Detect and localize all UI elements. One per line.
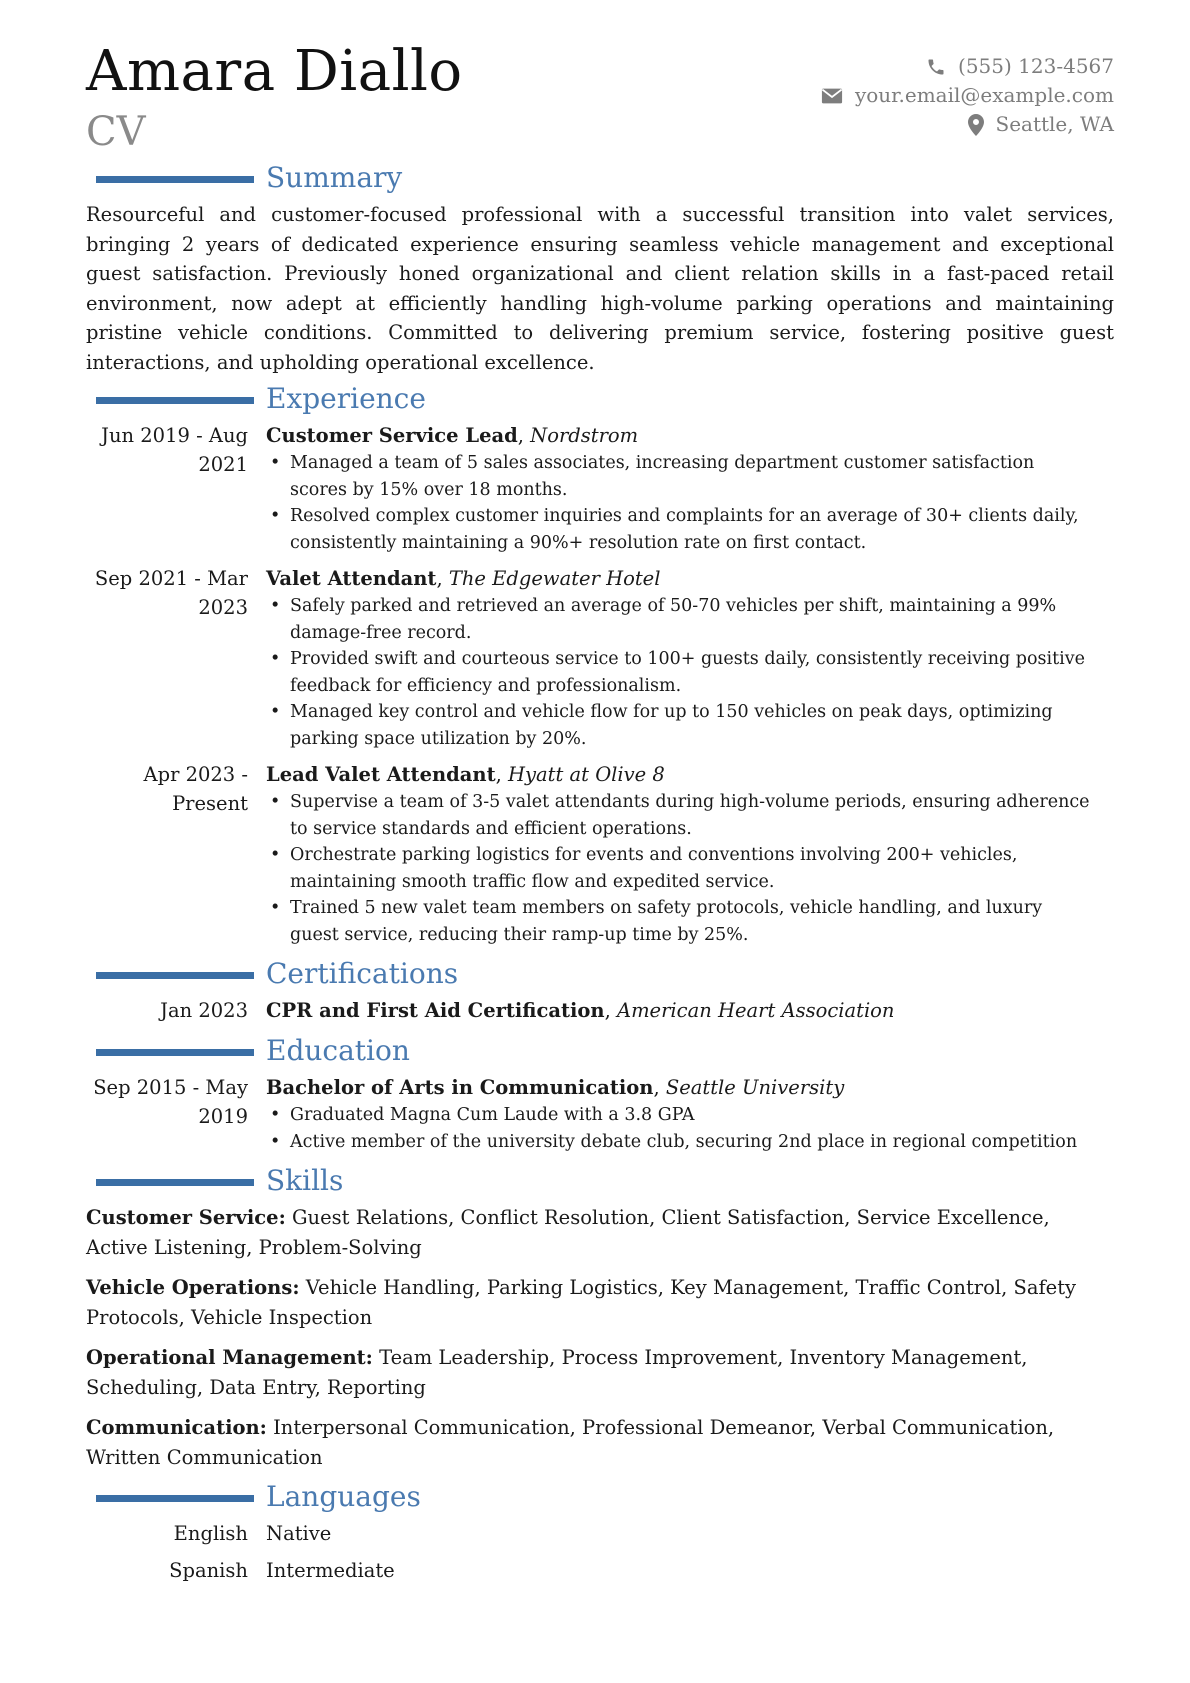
entry-org: The Edgewater Hotel: [448, 567, 661, 590]
experience-entry: [86, 564, 1114, 752]
entry-date: Sep 2015 - May 2019: [93, 1076, 248, 1128]
language-entry: [86, 1556, 1114, 1585]
entry-date: Jun 2019 - Aug 2021: [101, 424, 248, 476]
section-experience-header: [86, 381, 1114, 421]
experience-entry: [86, 421, 1114, 556]
candidate-name: Amara Diallo: [86, 39, 463, 104]
header: [86, 0, 1114, 160]
contact-email: [821, 81, 1114, 110]
section-title: Languages: [266, 1480, 421, 1513]
certification-name: CPR and First Aid Certification: [266, 999, 605, 1022]
section-bar: [96, 176, 254, 183]
skill-label: Customer Service:: [86, 1206, 286, 1229]
experience-entry: [86, 760, 1114, 948]
section-title: Summary: [266, 161, 403, 194]
language-name: English: [173, 1522, 248, 1545]
skill-value: Vehicle Handling, Parking Logistics, Key Management, Traffic Control, Safety Protocols, Vehicle Inspection: [86, 1276, 1077, 1329]
entry-org: Hyatt at Olive 8: [508, 763, 665, 786]
skill-value: Guest Relations, Conflict Resolution, Client Satisfaction, Service Excellence, Active Listening, Problem-Solving: [86, 1206, 1050, 1259]
section-languages-header: [86, 1479, 1114, 1519]
section-bar: [96, 972, 254, 979]
section-bar: [96, 1049, 254, 1056]
bullet-item: • Managed key control and vehicle flow for up to 150 vehicles on peak days, optimizing parking space utilization by 20%.: [266, 699, 1114, 752]
skill-group: [86, 1273, 1114, 1332]
bullet-item: • Supervise a team of 3-5 valet attendants during high-volume periods, ensuring adherence to service standards and efficient operations.: [266, 789, 1114, 842]
map-pin-icon: [968, 114, 984, 136]
section-title: Certifications: [266, 957, 459, 990]
certification-org: American Heart Association: [616, 999, 895, 1022]
entry-body: Lead Valet Attendant, Hyatt at Olive 8 • Supervise a team of 3-5 valet attendants during high-volume periods, ensuring adherence to service standards and efficient operations. • Orchestrate parking logistics for events and conventions involving 200+ vehicles, maintaining smooth traffic flow and expedited service. • Trained 5 new valet team members on safety protocols, vehicle handling, and luxury guest service, reducing their ramp-up time by 25%.: [266, 760, 1114, 948]
bullet-item: • Resolved complex customer inquiries and complaints for an average of 30+ clients daily, consistently maintaining a 90%+ resolution rate on first contact.: [266, 503, 1114, 556]
language-entry: [86, 1519, 1114, 1548]
skill-value: Interpersonal Communication, Professional Demeanor, Verbal Communication, Written Communication: [86, 1416, 1055, 1469]
location-text: Seattle, WA: [995, 112, 1114, 136]
envelope-icon: [821, 87, 843, 105]
entry-bullets: [266, 1102, 1114, 1155]
entry-org: Nordstrom: [530, 424, 639, 447]
section-bar: [96, 1179, 254, 1186]
bullet-item: • Provided swift and courteous service to 100+ guests daily, consistently receiving positive feedback for efficiency and professionalism.: [266, 646, 1114, 699]
certification-entry: [86, 996, 1114, 1025]
entry-bullets: [266, 450, 1114, 556]
bullet-item: • Managed a team of 5 sales associates, increasing department customer satisfaction scores by 15% over 18 months.: [266, 450, 1114, 503]
skill-group: [86, 1203, 1114, 1262]
skill-group: [86, 1343, 1114, 1402]
section-bar: [96, 397, 254, 404]
entry-date: Jan 2023: [160, 999, 248, 1022]
summary-text: Resourceful and customer-focused professional with a successful transition into valet services, bringing 2 years of dedicated experience ensuring seamless vehicle management and exceptional guest satisfaction. Previously honed organizational and client relation skills in a fast-paced retail environment, now adept at efficiently handling high-volume parking operations and maintaining pristine vehicle conditions. Committed to delivering premium service, fostering positive guest interactions, and upholding operational excellence.: [86, 203, 1114, 374]
entry-bullets: [266, 789, 1114, 948]
phone-text[interactable]: (555) 123-4567: [958, 54, 1114, 78]
bullet-item: • Graduated Magna Cum Laude with a 3.8 GPA: [266, 1102, 1114, 1129]
section-title: Skills: [266, 1164, 344, 1197]
document-subtitle: CV: [86, 109, 146, 155]
entry-role: Lead Valet Attendant: [266, 763, 496, 786]
section-summary-header: [86, 160, 1114, 200]
entry-body: Customer Service Lead, Nordstrom • Managed a team of 5 sales associates, increasing department customer satisfaction scores by 15% over 18 months. • Resolved complex customer inquiries and complaints for an average of 30+ clients daily, consistently maintaining a 90%+ resolution rate on first contact.: [266, 421, 1114, 556]
skill-label: Communication:: [86, 1416, 267, 1439]
bullet-item: • Active member of the university debate club, securing 2nd place in regional competition: [266, 1129, 1114, 1156]
section-skills-header: [86, 1163, 1114, 1203]
entry-role: Customer Service Lead: [266, 424, 518, 447]
contact-location: [821, 110, 1114, 139]
entry-body: CPR and First Aid Certification, American Heart Association: [266, 999, 895, 1022]
bullet-item: • Trained 5 new valet team members on safety protocols, vehicle handling, and luxury guest service, reducing their ramp-up time by 25%.: [266, 895, 1114, 948]
skill-label: Operational Management:: [86, 1346, 373, 1369]
contact-block: [821, 52, 1114, 139]
contact-phone: [821, 52, 1114, 81]
language-level: Native: [266, 1522, 332, 1545]
language-level: Intermediate: [266, 1559, 395, 1582]
section-education-header: [86, 1033, 1114, 1073]
section-certifications-header: [86, 956, 1114, 996]
entry-body: Valet Attendant, The Edgewater Hotel • Safely parked and retrieved an average of 50-70 vehicles per shift, maintaining a 99% damage-free record. • Provided swift and courteous service to 100+ guests daily, consistently receiving positive feedback for efficiency and professionalism. • Managed key control and vehicle flow for up to 150 vehicles on peak days, optimizing parking space utilization by 20%.: [266, 564, 1114, 752]
entry-bullets: [266, 593, 1114, 752]
email-link[interactable]: your.email@example.com: [854, 83, 1114, 107]
entry-body: Bachelor of Arts in Communication, Seattle University • Graduated Magna Cum Laude with a 3.8 GPA • Active member of the university debate club, securing 2nd place in regional competition: [266, 1073, 1114, 1155]
entry-date: Apr 2023 - Present: [143, 763, 248, 815]
language-name: Spanish: [169, 1559, 248, 1582]
degree-name: Bachelor of Arts in Communication: [266, 1076, 654, 1099]
section-title: Experience: [266, 382, 426, 415]
section-bar: [96, 1495, 254, 1502]
skill-value: Team Leadership, Process Improvement, Inventory Management, Scheduling, Data Entry, Reporting: [86, 1346, 1028, 1399]
skill-group: [86, 1413, 1114, 1472]
school-name: Seattle University: [665, 1076, 845, 1099]
section-title: Education: [266, 1034, 410, 1067]
phone-icon: [926, 57, 946, 77]
bullet-item: • Orchestrate parking logistics for events and conventions involving 200+ vehicles, maintaining smooth traffic flow and expedited service.: [266, 842, 1114, 895]
cv-page: [86, 0, 1114, 1593]
entry-date: Sep 2021 - Mar 2023: [94, 567, 248, 619]
skill-label: Vehicle Operations:: [86, 1276, 300, 1299]
bullet-item: • Safely parked and retrieved an average of 50-70 vehicles per shift, maintaining a 99% damage-free record.: [266, 593, 1114, 646]
entry-role: Valet Attendant: [266, 567, 437, 590]
education-entry: [86, 1073, 1114, 1155]
